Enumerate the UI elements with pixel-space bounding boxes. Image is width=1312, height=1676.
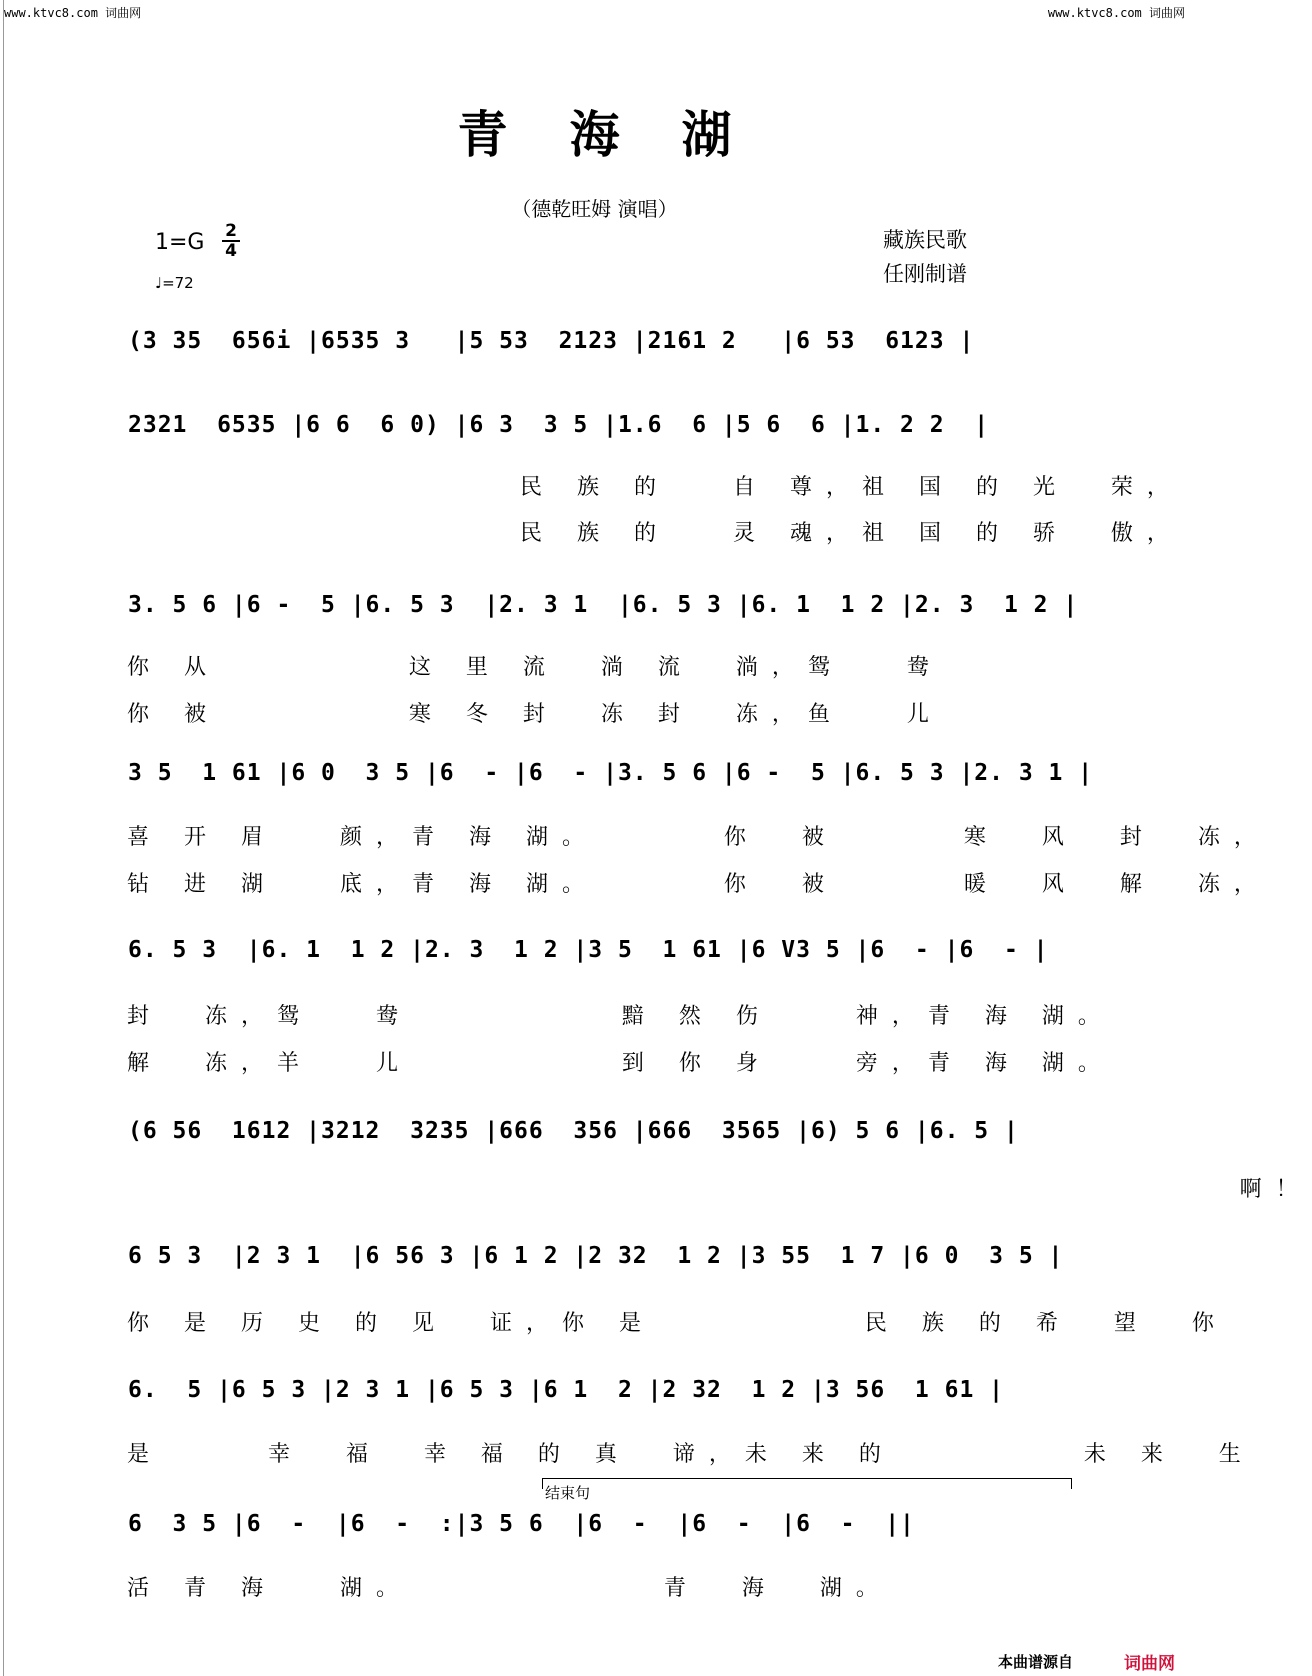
notation-line: 6. 5 3 |6. 1 1 2 |2. 3 1 2 |3 5 1 61 |6 V3 5 |6 - |6 - | bbox=[128, 937, 1049, 963]
ending-bracket bbox=[542, 1478, 1072, 1489]
source-note: 本曲谱源自 bbox=[997, 1653, 1073, 1671]
lyric-verse-2: 民 族 的 灵 魂，祖 国 的 骄 傲， bbox=[520, 521, 1183, 546]
notation-line: 3. 5 6 |6 - 5 |6. 5 3 |2. 3 1 |6. 5 3 |6. 1 1 2 |2. 3 1 2 | bbox=[128, 592, 1079, 618]
page-left-rule bbox=[3, 0, 4, 1676]
notation-line: 2321 6535 |6 6 6 0) |6 3 3 5 |1.6 6 |5 6 6 |1. 2 2 | bbox=[128, 412, 990, 438]
staff-line-9 bbox=[128, 1511, 1072, 1545]
brand-logo[interactable]: 词曲网 bbox=[1124, 1654, 1175, 1674]
tempo-marking: ♩=72 bbox=[155, 274, 194, 292]
notation-line: (3 35 656i |6535 3 |5 53 2123 |2161 2 |6 53 6123 | bbox=[128, 328, 975, 354]
notation-line: 6 5 3 |2 3 1 |6 56 3 |6 1 2 |2 32 1 2 |3 55 1 7 |6 0 3 5 | bbox=[128, 1243, 1064, 1269]
notation-line: 6 3 5 |6 - |6 - :|3 5 6 |6 - |6 - |6 - || bbox=[128, 1511, 915, 1537]
lyric-verse-1: 封 冻，鸳 鸯 黯 然 伤 神，青 海 湖。 bbox=[127, 1004, 1114, 1029]
genre-credit: 藏族民歌 bbox=[883, 228, 967, 252]
performer-credit: （德乾旺姆 演唱） bbox=[511, 197, 678, 221]
lyric-verse-1: 民 族 的 自 尊，祖 国 的 光 荣， bbox=[520, 475, 1183, 500]
notation-line: 6. 5 |6 5 3 |2 3 1 |6 5 3 |6 1 2 |2 32 1 2 |3 56 1 61 | bbox=[128, 1377, 1004, 1403]
lyric-interjection: 啊！ bbox=[127, 1177, 1312, 1202]
lyric-verse-1: 你 是 历 史 的 见 证，你 是 民 族 的 希 望 你 bbox=[127, 1311, 1228, 1336]
staff-line-8 bbox=[128, 1377, 1072, 1411]
notation-line: 3 5 1 61 |6 0 3 5 |6 - |6 - |3. 5 6 |6 - 5 |6. 5 3 |2. 3 1 | bbox=[128, 760, 1094, 786]
staff-line-5 bbox=[128, 937, 1072, 971]
staff-line-1 bbox=[128, 328, 1072, 362]
watermark-right: www.ktvc8.com 词曲网 bbox=[1047, 6, 1185, 20]
watermark-left: www.ktvc8.com 词曲网 bbox=[4, 6, 142, 20]
lyric-verse-1: 是 幸 福 幸 福 的 真 谛，未 来 的 未 来 生 bbox=[127, 1442, 1255, 1467]
ending-label: 结束句 bbox=[545, 1484, 591, 1502]
staff-line-7 bbox=[128, 1243, 1072, 1277]
lyric-verse-2: 你 被 寒 冬 封 冻 封 冻，鱼 儿 bbox=[127, 702, 943, 727]
song-title: 青海湖 bbox=[457, 105, 794, 164]
time-signature-bottom: 4 bbox=[222, 240, 240, 260]
lyric-verse-2: 解 冻，羊 儿 到 你 身 旁，青 海 湖。 bbox=[127, 1051, 1114, 1076]
lyric-verse-1: 活 青 海 湖。 青 海 湖。 bbox=[127, 1576, 892, 1601]
arranger-credit: 任刚制谱 bbox=[883, 262, 967, 286]
lyric-verse-1: 你 从 这 里 流 淌 流 淌，鸳 鸯 bbox=[127, 655, 943, 680]
staff-line-6 bbox=[128, 1118, 1072, 1152]
time-signature bbox=[222, 222, 240, 260]
time-signature-top: 2 bbox=[225, 221, 237, 241]
key-signature: 1=G bbox=[155, 230, 205, 255]
staff-line-3 bbox=[128, 592, 1079, 626]
lyric-verse-2: 钻 进 湖 底，青 海 湖。 你 被 暖 风 解 冻， bbox=[127, 872, 1270, 897]
notation-line: (6 56 1612 |3212 3235 |666 356 |666 3565 |6) 5 6 |6. 5 | bbox=[128, 1118, 1019, 1144]
lyric-verse-1: 喜 开 眉 颜，青 海 湖。 你 被 寒 风 封 冻， bbox=[127, 825, 1270, 850]
staff-line-2 bbox=[128, 412, 1072, 446]
staff-line-4 bbox=[128, 760, 1094, 794]
